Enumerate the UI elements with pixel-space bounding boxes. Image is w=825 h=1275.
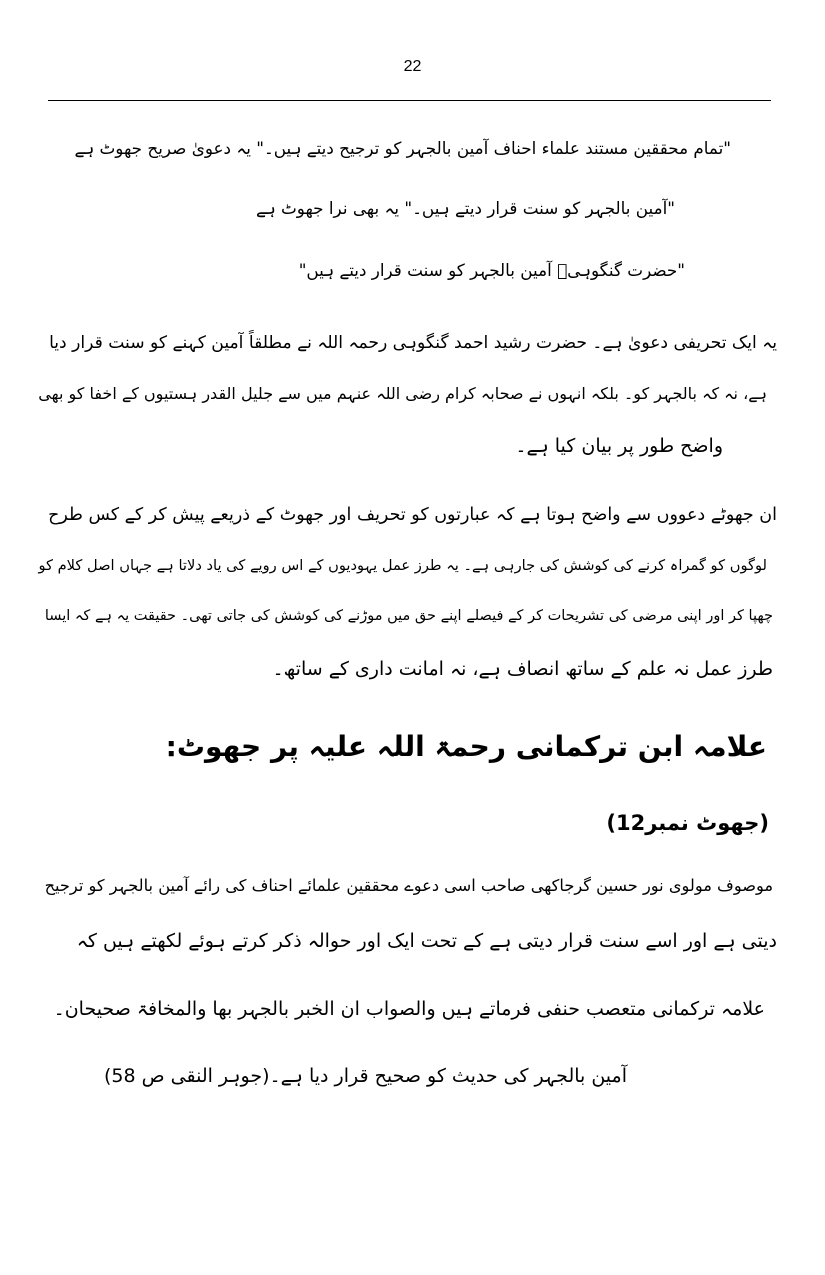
paragraph-line: ہے، نہ کہ بالجہر کو۔ بلکہ انہوں نے صحابہ کرام رضی اللہ عنہم میں سے جلیل القدر ہستیوں کے اخفا کو بھی	[38, 384, 767, 403]
quotation-line: علامہ ترکمانی متعصب حنفی فرماتے ہیں والصواب ان الخبر بالجہر بھا والمخافۃ صحیحان۔	[53, 998, 765, 1020]
quote-line: "حضرت گنگوہیؒ آمین بالجہر کو سنت قرار دیتے ہیں"	[298, 260, 685, 280]
section-heading: علامہ ابن ترکمانی رحمۃ اللہ علیہ پر جھوٹ:	[165, 730, 767, 763]
quote-line: "آمین بالجہر کو سنت قرار دیتے ہیں۔" یہ بھی نرا جھوٹ ہے	[255, 198, 675, 218]
paragraph-line: واضح طور پر بیان کیا ہے۔	[515, 435, 723, 457]
paragraph-line: دیتی ہے اور اسے سنت قرار دیتی ہے کے تحت ایک اور حوالہ ذکر کرتے ہوئے لکھتے ہیں کہ	[76, 930, 777, 952]
paragraph-line: چھپا کر اور اپنی مرضی کی تشریحات کر کے فیصلے اپنے حق میں موڑنے کی کوشش کی جاتی تھی۔ حقیقت یہ ہے کہ ایسا	[44, 608, 773, 624]
paragraph-line: موصوف مولوی نور حسین گرجاکھی صاحب اسی دعوے محققین علمائے احناف کی رائے آمین بالجہر کو ترجیح	[44, 876, 773, 895]
section-subheading: (جھوٹ نمبر12)	[606, 811, 769, 835]
paragraph-line: طرز عمل نہ علم کے ساتھ انصاف ہے، نہ امانت داری کے ساتھ۔	[272, 658, 773, 680]
paragraph-line: یہ ایک تحریفی دعویٰ ہے۔ حضرت رشید احمد گنگوہی رحمہ اللہ نے مطلقاً آمین کہنے کو سنت قرار دیا	[49, 333, 777, 353]
paragraph-line: لوگوں کو گمراہ کرنے کی کوشش کی جارہی ہے۔ یہ طرز عمل یہودیوں کے اس رویے کی یاد دلاتا ہے جہاں اصل کلام کو	[38, 557, 767, 574]
reference-line: آمین بالجہر کی حدیث کو صحیح قرار دیا ہے۔(جوہر النقی ص 58)	[103, 1065, 627, 1087]
header-rule	[48, 100, 771, 101]
quote-line: "تمام محققین مستند علماء احناف آمین بالجہر کو ترجیح دیتے ہیں۔" یہ دعویٰ صریح جھوٹ ہے	[74, 138, 731, 158]
page-number: 22	[403, 58, 422, 75]
paragraph-line: ان جھوٹے دعووں سے واضح ہوتا ہے کہ عبارتوں کو تحریف اور جھوٹ کے ذریعے پیش کر کے کس طرح	[48, 505, 777, 525]
